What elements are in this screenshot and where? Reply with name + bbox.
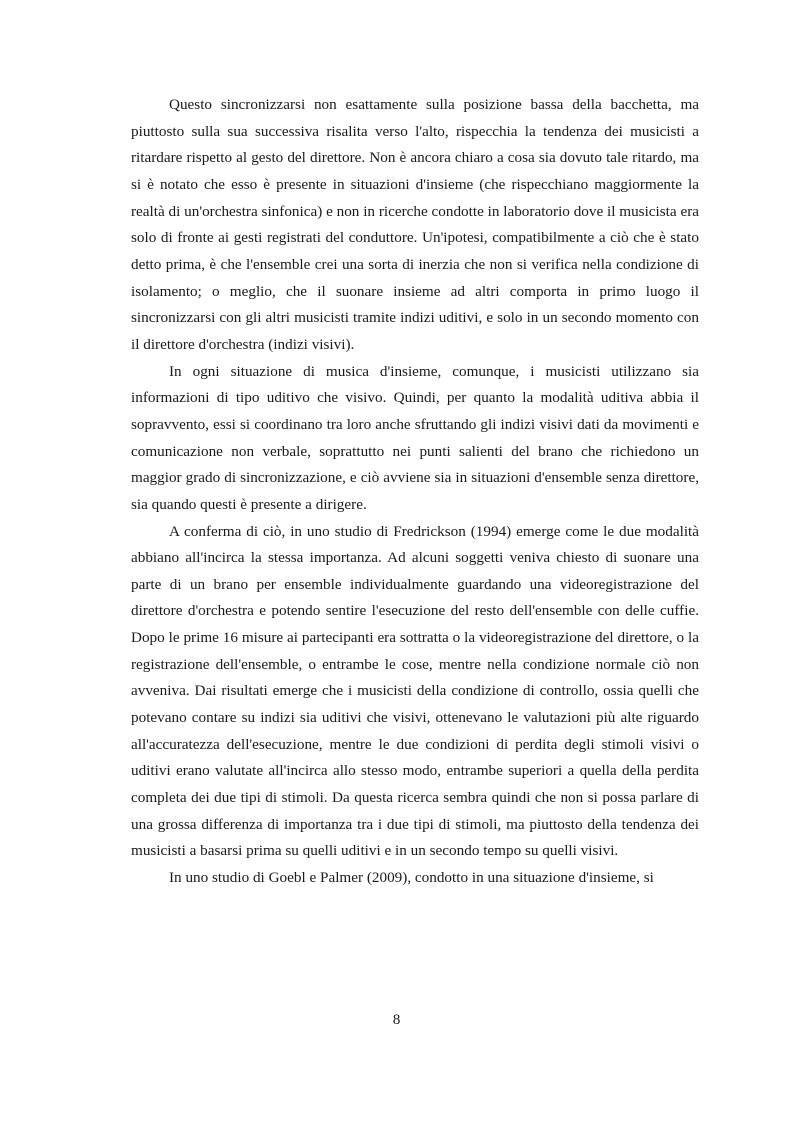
paragraph: Questo sincronizzarsi non esattamente sulla posizione bassa della bacchetta, ma piuttosto sulla sua successiva risalita verso l'alto, rispecchia la tendenza dei musicisti a ritardare rispetto al gesto del direttore. Non è ancora chiaro a cosa sia dovuto tale ritardo, ma si è notato che esso è presente in situazioni d'insieme (che rispecchiano maggiormente la realtà di un'orchestra sinfonica) e non in ricerche condotte in laboratorio dove il musicista era solo di fronte ai gesti registrati del conduttore. Un'ipotesi, compatibilmente a ciò che è stato detto prima, è che l'ensemble crei una sorta di inerzia che non si verifica nella condizione di isolamento; o meglio, che il suonare insieme ad altri comporta in primo luogo il sincronizzarsi con gli altri musicisti tramite indizi uditivi, e solo in un secondo momento con il direttore d'orchestra (indizi visivi).	[131, 96, 699, 353]
paragraph: A conferma di ciò, in uno studio di Fredrickson (1994) emerge come le due modalità abbiano all'incirca la stessa importanza. Ad alcuni soggetti veniva chiesto di suonare una parte di un brano per ensemble individualmente guardando una videoregistrazione del direttore d'orchestra e potendo sentire l'esecuzione del resto dell'ensemble con delle cuffie. Dopo le prime 16 misure ai partecipanti era sottratta o la videoregistrazione del direttore, o la registrazione dell'ensemble, o entrambe le cose, mentre nella condizione normale ciò non avveniva. Dai risultati emerge che i musicisti della condizione di controllo, ossia quelli che potevano contare su indizi sia uditivi che visivi, ottenevano le valutazioni più alte riguardo all'accuratezza dell'esecuzione, mentre le due condizioni di perdita degli stimoli visivi o uditivi erano valutate all'incirca allo stesso modo, entrambe superiori a quella della perdita completa dei due tipi di stimoli. Da questa ricerca sembra quindi che non si possa parlare di una grossa differenza di importanza tra i due tipi di stimoli, ma piuttosto della tendenza dei musicisti a basarsi prima su quelli uditivi e in un secondo tempo su quelli visivi.	[131, 522, 699, 860]
paragraph: In ogni situazione di musica d'insieme, comunque, i musicisti utilizzano sia informazioni di tipo uditivo che visivo. Quindi, per quanto la modalità uditiva abbia il sopravvento, essi si coordinano tra loro anche sfruttando gli indizi visivi dati da movimenti e comunicazione non verbale, soprattutto nei punti salienti del brano che richiedono un maggior grado di sincronizzazione, e ciò avviene sia in situazioni d'ensemble senza direttore, sia quando questi è presente a dirigere.	[131, 362, 699, 513]
body-text	[131, 92, 699, 892]
page-number: 8	[392, 1011, 401, 1028]
paragraph: In uno studio di Goebl e Palmer (2009), condotto in una situazione d'insieme, si	[169, 869, 654, 887]
